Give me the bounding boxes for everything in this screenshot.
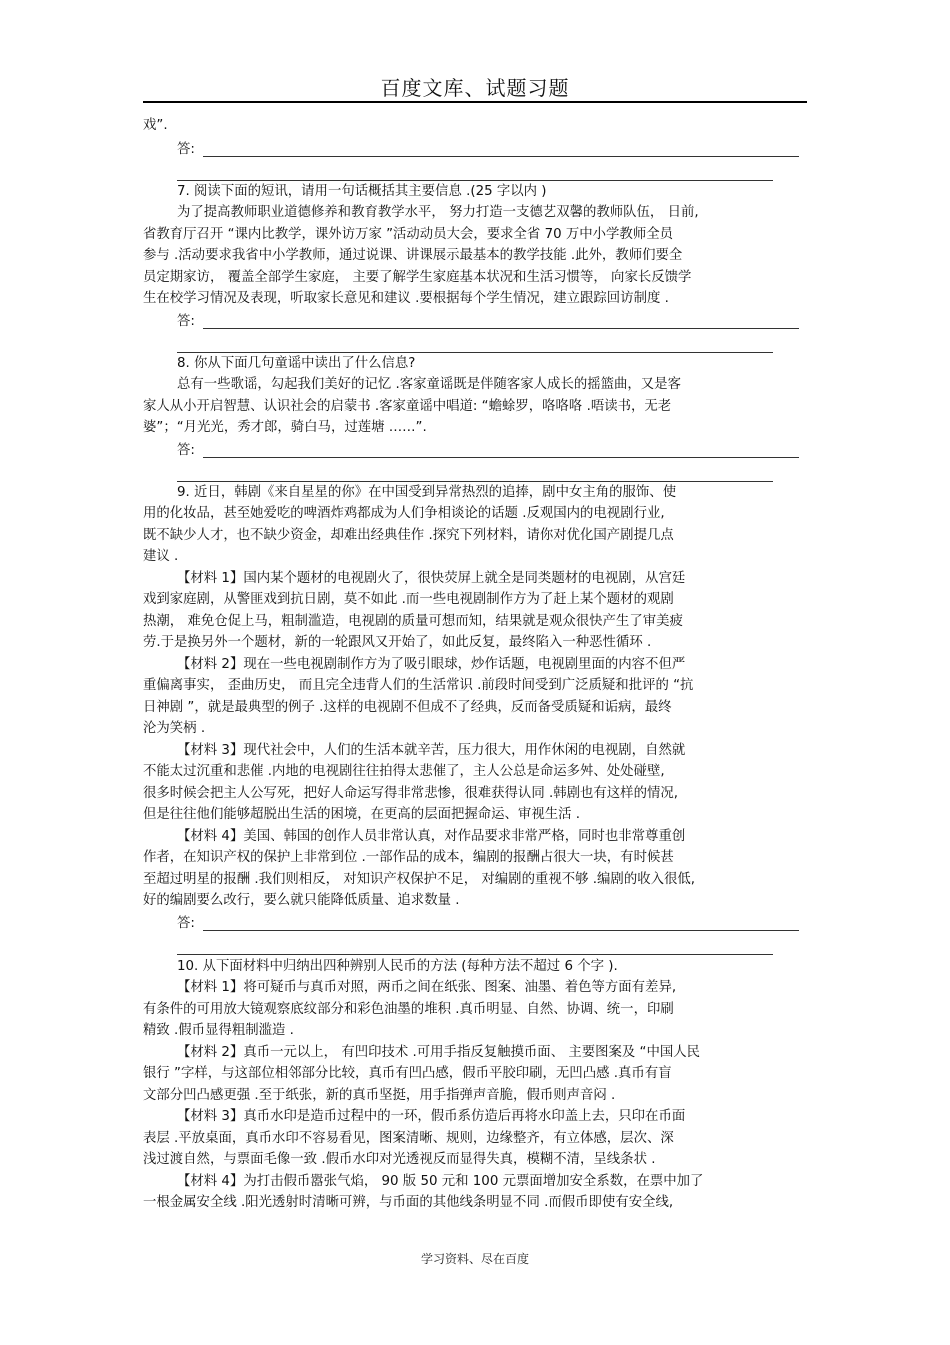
text-line: 生在校学习情况及表现，听取家长意见和建议 .要根据每个学生情况，建立跟踪回访制度 . (143, 291, 669, 306)
text-line: 【材料 2】真币一元以上， 有凹印技术 .可用手指反复触摸币面、 主要图案及 “中国人民 (177, 1045, 701, 1060)
text-line: 家人从小开启智慧、认识社会的启蒙书 .客家童谣中唱道: “蟾蜍罗，咯咯咯 .唔读书，无老 (143, 399, 672, 414)
text-line: 建议 . (143, 549, 179, 564)
answer-label: 答: (177, 443, 195, 458)
text-line: 精致 .假币显得粗制滥造 . (143, 1023, 294, 1038)
text-line: 戏到家庭剧，从警匪戏到抗日剧，莫不如此 .而一些电视剧制作方为了赶上某个题材的观剧 (143, 592, 674, 607)
answer-line (203, 156, 799, 157)
text-line: 8. 你从下面几句童谣中读出了什么信息? (177, 356, 416, 371)
answer-line (177, 180, 773, 181)
text-line: 参与 .活动要求我省中小学教师，通过说课、讲课展示最基本的教学技能 .此外，教师们要全 (143, 248, 683, 263)
text-line: 【材料 4】为打击假币嚣张气焰， 90 版 50 元和 100 元票面增加安全系数，在票中加了 (177, 1174, 704, 1189)
text-line: 省教育厅召开 “课内比教学，课外访万家 ”活动动员大会，要求全省 70 万中小学教师全员 (143, 227, 673, 242)
text-line: 总有一些歌谣，勾起我们美好的记忆 .客家童谣既是伴随客家人成长的摇篮曲，又是客 (177, 377, 681, 392)
page-header-title: 百度文库、试题习题 (380, 76, 570, 100)
text-line: 【材料 4】美国、韩国的创作人员非常认真，对作品要求非常严格，同时也非常尊重创 (177, 829, 686, 844)
text-line: 戏”. (143, 118, 168, 133)
text-line: 【材料 3】真币水印是造币过程中的一环，假币系仿造后再将水印盖上去，只印在币面 (177, 1109, 686, 1124)
text-line: 既不缺少人才，也不缺少资金，却难出经典佳作 .探究下列材料，请你对优化国产剧提几点 (143, 528, 674, 543)
text-line: 浅过渡自然，与票面毛像一致 .假币水印对光透视反而显得失真，模糊不清，呈线条状 . (143, 1152, 656, 1167)
text-line: 为了提高教师职业道德修养和教育教学水平， 努力打造一支德艺双馨的教师队伍， 日前, (177, 205, 699, 220)
page-footer: 学习资料、尽在百度 (420, 1252, 529, 1266)
text-line: 沦为笑柄 . (143, 721, 206, 736)
text-line: 文部分凹凸感更强 .至于纸张，新的真币坚挺，用手指弹声音脆，假币则声音闷 . (143, 1088, 616, 1103)
answer-line (203, 930, 799, 931)
answer-label: 答: (177, 916, 195, 931)
text-line: 有条件的可用放大镜观察底纹部分和彩色油墨的堆积 .真币明显、自然、协调、统一，印刷 (143, 1002, 674, 1017)
text-line: 劳.于是换另外一个题材，新的一轮跟风又开始了，如此反复，最终陷入一种恶性循环 . (143, 635, 652, 650)
text-line: 表层 .平放桌面，真币水印不容易看见，图案清晰、规则，边缘整齐，有立体感，层次、深 (143, 1131, 674, 1146)
answer-line (203, 457, 799, 458)
header-divider (143, 101, 807, 103)
text-line: 很多时候会把主人公写死，把好人命运写得非常悲惨，很难获得认同 .韩剧也有这样的情况, (143, 786, 679, 801)
text-line: 【材料 1】国内某个题材的电视剧火了，很快荧屏上就全是同类题材的电视剧，从宫廷 (177, 571, 686, 586)
answer-line (203, 328, 799, 329)
text-line: 【材料 2】现在一些电视剧制作方为了吸引眼球，炒作话题，电视剧里面的内容不但严 (177, 657, 686, 672)
text-line: 热潮， 难免仓促上马，粗制滥造，电视剧的质量可想而知，结果就是观众很快产生了审美疲 (143, 614, 683, 629)
answer-line (177, 352, 773, 353)
text-line: 【材料 1】将可疑币与真币对照，两币之间在纸张、图案、油墨、着色等方面有差异, (177, 980, 677, 995)
text-line: 用的化妆品，甚至她爱吃的啤酒炸鸡都成为人们争相谈论的话题 .反观国内的电视剧行业, (143, 506, 665, 521)
text-line: 日神剧 ”，就是最典型的例子 .这样的电视剧不但成不了经典，反而备受质疑和诟病，最终 (143, 700, 672, 715)
text-line: 不能太过沉重和悲催 .内地的电视剧往往拍得太悲催了，主人公总是命运多舛、处处碰壁, (143, 764, 665, 779)
text-line: 至超过明星的报酬 .我们则相反， 对知识产权保护不足， 对编剧的重视不够 .编剧的收入很低, (143, 872, 696, 887)
text-line: 银行 ”字样，与这部位相邻部分比较，真币有凹凸感，假币平胶印刷，无凹凸感 .真币有盲 (143, 1066, 672, 1081)
text-line: 9. 近日，韩剧《来自星星的你》在中国受到异常热烈的追捧，剧中女主角的服饰、使 (177, 485, 677, 500)
text-line: 员定期家访， 覆盖全部学生家庭， 主要了解学生家庭基本状况和生活习惯等， 向家长反馈学 (143, 270, 692, 285)
answer-line (177, 954, 773, 955)
text-line: 作者，在知识产权的保护上非常到位 .一部作品的成本，编剧的报酬占很大一块，有时候甚 (143, 850, 674, 865)
text-line: 好的编剧要么改行，要么就只能降低质量、追求数量 . (143, 893, 460, 908)
answer-line (177, 481, 773, 482)
answer-label: 答: (177, 314, 195, 329)
text-line: 【材料 3】现代社会中，人们的生活本就辛苦，压力很大，用作休闲的电视剧，自然就 (177, 743, 686, 758)
text-line: 一根金属安全线 .阳光透射时清晰可辨，与币面的其他线条明显不同 .而假币即使有安全线, (143, 1195, 674, 1210)
text-line: 10. 从下面材料中归纳出四种辨别人民币的方法 (每种方法不超过 6 个字 ). (177, 959, 618, 974)
answer-label: 答: (177, 142, 195, 157)
text-line: 7. 阅读下面的短讯，请用一句话概括其主要信息 .(25 字以内 ) (177, 184, 547, 199)
text-line: 但是往往他们能够超脱出生活的困境，在更高的层面把握命运、审视生活 . (143, 807, 581, 822)
text-line: 婆”；“月光光，秀才郎，骑白马，过莲塘 ……”. (143, 420, 427, 435)
text-line: 重偏离事实， 歪曲历史， 而且完全违背人们的生活常识 .前段时间受到广泛质疑和批评的 “抗 (143, 678, 694, 693)
